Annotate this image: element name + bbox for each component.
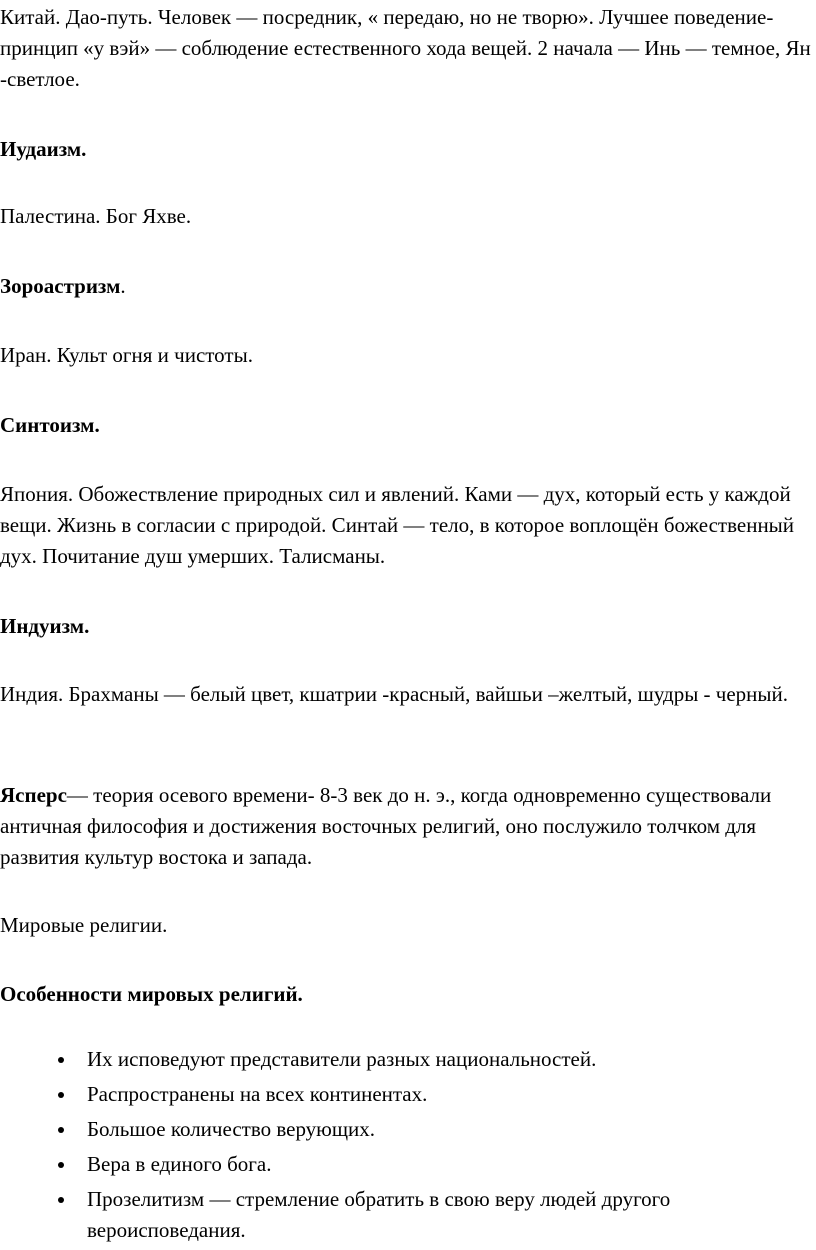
jaspers-name: Ясперс: [0, 783, 67, 807]
paragraph-hinduism: Индия. Брахманы — белый цвет, кшатрии -красный, вайшьи –желтый, шудры - черный.: [0, 682, 789, 706]
paragraph-jaspers: [0, 780, 812, 873]
heading-zoroastrianism-dot: .: [120, 274, 126, 298]
list-item-text: Их исповедуют представители разных национальностей.: [87, 1047, 597, 1071]
list-item-text: Распространены на всех континентах.: [87, 1082, 428, 1106]
paragraph-shinto: Япония. Обожествление природных сил и явлений. Ками — дух, который есть у каждой вещи. Жизнь в согласии с природой. Синтай — тело, в которое воплощён божественный дух. Почитание душ умерших. Талисманы.: [0, 482, 795, 568]
bullet-icon: [58, 1057, 64, 1063]
paragraph-zoroastrianism: Иран. Культ огня и чистоты.: [0, 343, 253, 367]
bullet-icon: [58, 1092, 64, 1098]
bullet-icon: [58, 1197, 64, 1203]
heading-features: Особенности мировых религий.: [0, 982, 303, 1006]
paragraph-judaism: Палестина. Бог Яхве.: [0, 204, 192, 228]
list-item: [0, 1184, 812, 1246]
paragraph-world-religions: Мировые религии.: [0, 913, 168, 937]
list-item: [0, 1114, 812, 1145]
list-item: [0, 1044, 812, 1075]
list-item-text: Прозелитизм — стремление обратить в свою веру людей другого вероисповедания.: [87, 1187, 671, 1242]
bullet-icon: [58, 1127, 64, 1133]
list-item: [0, 1149, 812, 1180]
list-item-text: Большое количество верующих.: [87, 1117, 376, 1141]
list-item-text: Вера в единого бога.: [87, 1152, 272, 1176]
list-item: [0, 1079, 812, 1110]
heading-shinto: Синтоизм.: [0, 413, 100, 437]
paragraph-china: Китай. Дао-путь. Человек — посредник, « передаю, но не творю». Лучшее поведение- принцип «у вэй» — соблюдение естественного хода вещей. 2 начала — Инь — темное, Ян -светлое.: [0, 5, 811, 91]
heading-zoroastrianism: [0, 271, 812, 302]
heading-hinduism: Индуизм.: [0, 614, 90, 638]
jaspers-text: — теория осевого времени- 8-3 век до н. э., когда одновременно существовали античная философия и достижения восточных религий, оно послужило толчком для развития культур востока и запада.: [0, 783, 772, 869]
features-list: [0, 1044, 812, 1250]
bullet-icon: [58, 1162, 64, 1168]
heading-judaism: Иудаизм.: [0, 137, 87, 161]
heading-zoroastrianism-text: Зороастризм: [0, 274, 121, 298]
